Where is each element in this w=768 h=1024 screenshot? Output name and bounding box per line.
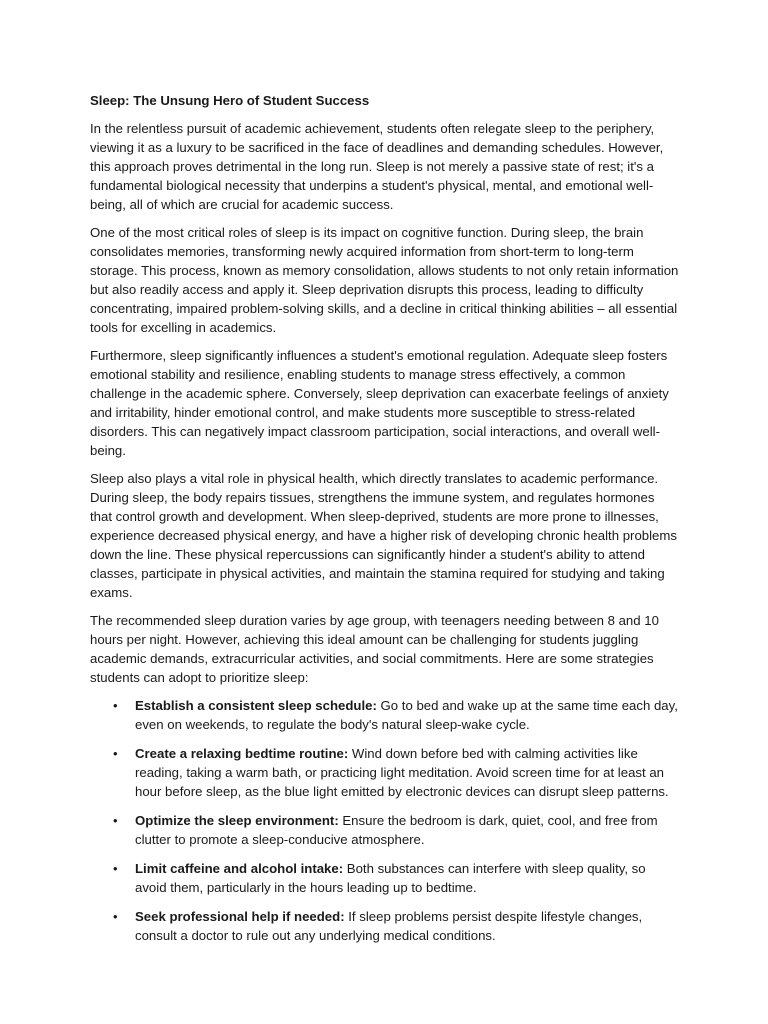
list-item-text: If sleep problems persist despite lifestyle changes, consult a doctor to rule out any underlying medical conditions. (135, 909, 643, 943)
paragraph-intro: In the relentless pursuit of academic achievement, students often relegate sleep to the periphery, viewing it as a luxury to be sacrificed in the face of deadlines and demanding schedules. However, this approach proves detrimental in the long run. Sleep is not merely a passive state of rest; it's a fundamental biological necessity that underpins a student's physical, mental, and emotional well-being, all of which are crucial for academic success. (90, 121, 664, 212)
list-item-text: Ensure the bedroom is dark, quiet, cool, and free from clutter to promote a sleep-conducive atmosphere. (135, 813, 658, 847)
bullet-icon: • (113, 746, 118, 761)
list-item-text: Both substances can interfere with sleep quality, so avoid them, particularly in the hours leading up to bedtime. (135, 861, 646, 895)
bullet-icon: • (113, 698, 118, 713)
paragraph-emotional-regulation: Furthermore, sleep significantly influences a student's emotional regulation. Adequate sleep fosters emotional stability and resilience, enabling students to manage stress effectively, a common challenge in the academic sphere. Conversely, sleep deprivation can exacerbate feelings of anxiety and irritability, hinder emotional control, and make students more susceptible to stress-related disorders. This can negatively impact classroom participation, social interactions, and overall well-being. (90, 348, 669, 458)
list-item-text: Wind down before bed with calming activities like reading, taking a warm bath, or practicing light meditation. Avoid screen time for at least an hour before sleep, as the blue light emitted by electronic devices can disrupt sleep patterns. (135, 746, 669, 799)
strategies-list (90, 696, 680, 945)
list-item (90, 696, 680, 734)
list-item (90, 811, 680, 849)
list-item-title: Optimize the sleep environment: (135, 813, 339, 828)
list-item (90, 859, 680, 897)
bullet-icon: • (113, 813, 118, 828)
paragraph-physical-health: Sleep also plays a vital role in physical health, which directly translates to academic performance. During sleep, the body repairs tissues, strengthens the immune system, and regulates hormones that control growth and development. When sleep-deprived, students are more prone to illnesses, experience decreased physical energy, and have a higher risk of developing chronic health problems down the line. These physical repercussions can significantly hinder a student's ability to attend classes, participate in physical activities, and maintain the stamina required for studying and taking exams. (90, 471, 677, 600)
list-item-title: Seek professional help if needed: (135, 909, 345, 924)
list-item-text: Go to bed and wake up at the same time each day, even on weekends, to regulate the body's natural sleep-wake cycle. (135, 698, 678, 732)
list-item (90, 907, 680, 945)
paragraph-recommended-duration: The recommended sleep duration varies by age group, with teenagers needing between 8 and 10 hours per night. However, achieving this ideal amount can be challenging for students juggling academic demands, extracurricular activities, and social commitments. Here are some strategies students can adopt to prioritize sleep: (90, 613, 659, 685)
bullet-icon: • (113, 861, 118, 876)
document-body (90, 91, 680, 955)
list-item-title: Limit caffeine and alcohol intake: (135, 861, 344, 876)
paragraph-cognitive-function: One of the most critical roles of sleep is its impact on cognitive function. During sleep, the brain consolidates memories, transforming newly acquired information from short-term to long-term storage. This process, known as memory consolidation, allows students to not only retain information but also readily access and apply it. Sleep deprivation disrupts this process, leading to difficulty concentrating, impaired problem-solving skills, and a decline in critical thinking abilities – all essential tools for excelling in academics. (90, 225, 679, 335)
bullet-icon: • (113, 909, 118, 924)
list-item (90, 744, 680, 801)
list-item-title: Create a relaxing bedtime routine: (135, 746, 349, 761)
document-title: Sleep: The Unsung Hero of Student Success (90, 93, 370, 108)
list-item-title: Establish a consistent sleep schedule: (135, 698, 377, 713)
